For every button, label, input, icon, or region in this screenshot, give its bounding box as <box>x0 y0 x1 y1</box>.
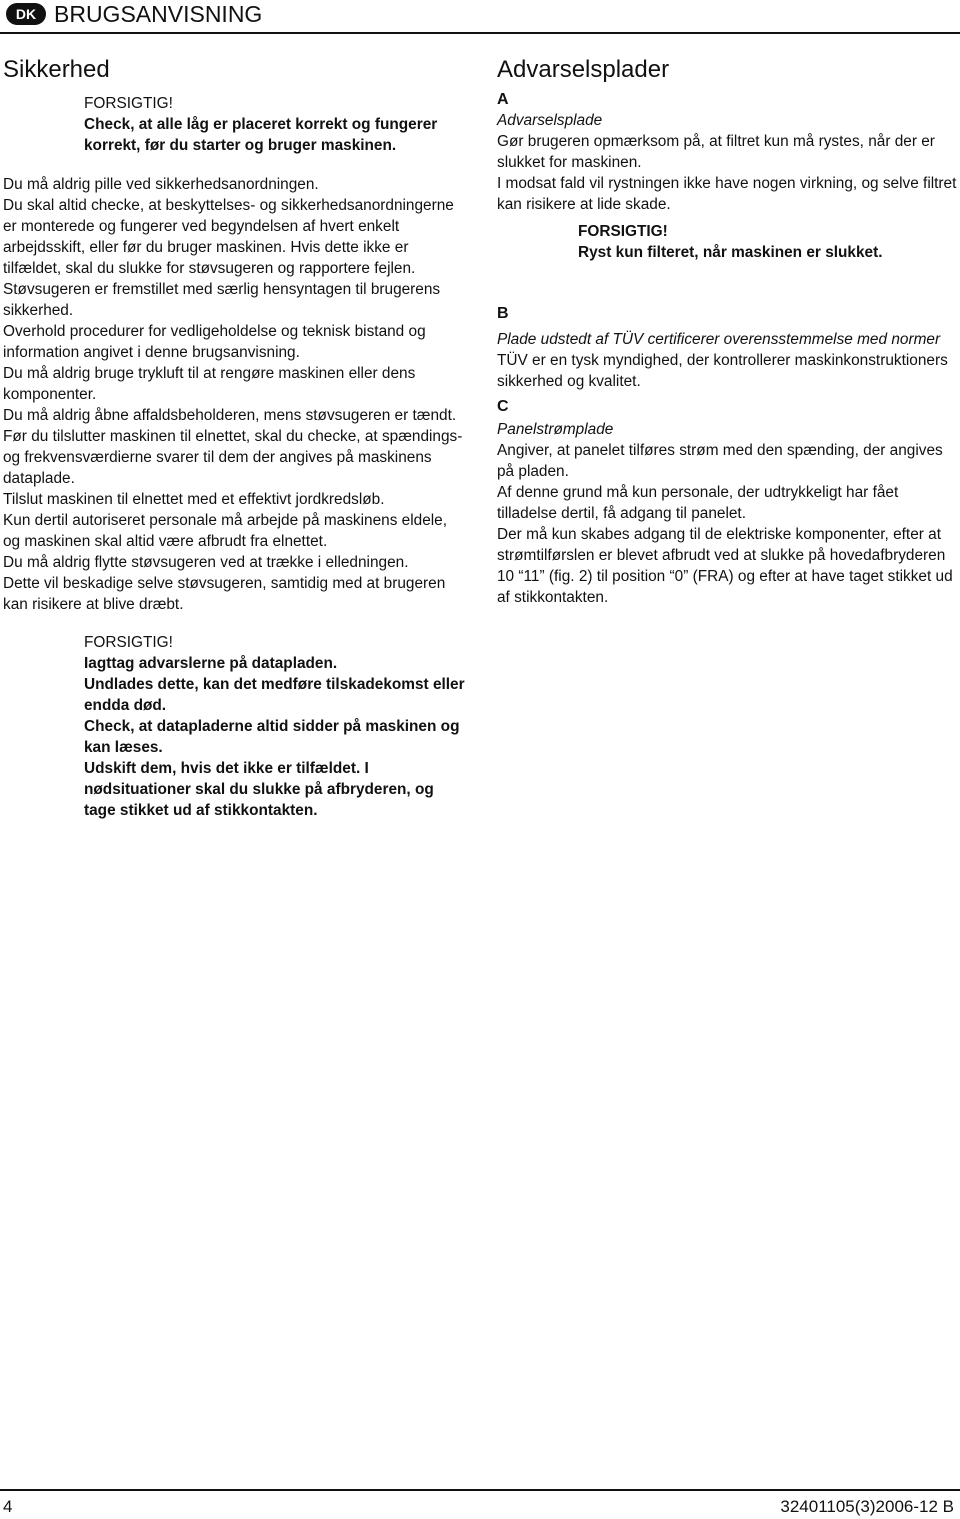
item-letter-a: A <box>497 91 509 108</box>
paragraph: Angiver, at panelet tilføres strøm med den spænding, der angives på pladen. <box>497 442 943 480</box>
paragraph: Der må kun skabes adgang til de elektriske komponenter, efter at strømtilførslen er blevet afbrudt ved at slukke på hovedafbryderen 10 “11” (fig. 2) til position “0” (FRA) og efter at have taget stikket ud af stikkontakten. <box>497 526 953 606</box>
paragraph: Du må aldrig flytte støvsugeren ved at trække i elledningen. <box>3 554 409 571</box>
warning-text: Check, at datapladerne altid sidder på maskinen og kan læses. <box>84 718 460 756</box>
left-column <box>3 55 468 821</box>
paragraph: Overhold procedurer for vedligeholdelse og teknisk bistand og information angivet i denne brugsanvisning. <box>3 323 426 361</box>
warning-label: FORSIGTIG! <box>84 95 173 112</box>
warning-label: FORSIGTIG! <box>578 223 668 240</box>
warning-label: FORSIGTIG! <box>84 634 173 651</box>
section-heading-sikkerhed: Sikkerhed <box>3 56 110 83</box>
item-letter-c: C <box>497 398 509 415</box>
paragraph: Af denne grund må kun personale, der udtrykkeligt har fået tilladelse dertil, få adgang til panelet. <box>497 484 899 522</box>
header-divider <box>0 32 960 34</box>
paragraph: Gør brugeren opmærksom på, at filtret kun må rystes, når der er slukket for maskinen. <box>497 133 935 171</box>
paragraph: Før du tilslutter maskinen til elnettet, skal du checke, at spændings- og frekvensværdierne svarer til dem der angives på maskinens dataplade. <box>3 428 463 487</box>
paragraph: I modsat fald vil rystningen ikke have nogen virkning, og selve filtret kan risikere at lide skade. <box>497 175 957 213</box>
paragraph: Støvsugeren er fremstillet med særlig hensyntagen til brugerens sikkerhed. <box>3 281 441 319</box>
paragraph: Du må aldrig bruge trykluft til at rengøre maskinen eller dens komponenter. <box>3 365 416 403</box>
paragraph: Tilslut maskinen til elnettet med et effektivt jordkredsløb. <box>3 491 385 508</box>
warning-text: Iagttag advarslerne på datapladen. <box>84 655 338 672</box>
right-column <box>497 55 957 608</box>
paragraph: Kun dertil autoriseret personale må arbejde på maskinens eldele, og maskinen skal altid være afbrudt fra elnettet. <box>3 512 448 550</box>
item-title-a: Advarselsplade <box>497 112 603 129</box>
item-title-b: Plade udstedt af TÜV certificerer overensstemmelse med normer <box>497 331 941 348</box>
warning-text: Udskift dem, hvis det ikke er tilfældet. I nødsituationer skal du slukke på afbryderen, og tage stikket ud af stikkontakten. <box>84 760 434 819</box>
paragraph: Dette vil beskadige selve støvsugeren, samtidig med at brugeren kan risikere at blive dræbt. <box>3 575 446 613</box>
page-number: 4 <box>3 1497 13 1516</box>
paragraph: Du må aldrig pille ved sikkerhedsanordningen. <box>3 176 319 193</box>
paragraph: TÜV er en tysk myndighed, der kontrollerer maskinkonstruktioners sikkerhed og kvalitet. <box>497 352 948 390</box>
document-code: 32401105(3)2006-12 B <box>780 1497 954 1516</box>
page-header <box>0 0 960 32</box>
warning-text: Check, at alle låg er placeret korrekt og fungerer korrekt, før du starter og bruger maskinen. <box>84 116 438 154</box>
warning-box-1 <box>3 93 468 156</box>
language-badge: DK <box>6 3 46 25</box>
header-title: BRUGSANVISNING <box>54 1 263 27</box>
section-heading-advarselsplader: Advarselsplader <box>497 56 670 83</box>
paragraph: Du må aldrig åbne affaldsbeholderen, mens støvsugeren er tændt. <box>3 407 457 424</box>
warning-box-a <box>497 221 957 263</box>
footer-divider <box>0 1489 960 1491</box>
paragraph: Du skal altid checke, at beskyttelses- og sikkerhedsanordningerne er monterede og fungerer ved begyndelsen af hvert enkelt arbejdsskift, eller før du bruger maskinen. Hvis dette ikke er tilfældet, skal du slukke for støvsugeren og rapportere fejlen. <box>3 197 454 277</box>
item-title-c: Panelstrømplade <box>497 421 614 438</box>
warning-text: Ryst kun filteret, når maskinen er slukket. <box>578 244 883 261</box>
item-letter-b: B <box>497 305 509 322</box>
warning-text: Undlades dette, kan det medføre tilskadekomst eller endda død. <box>84 676 465 714</box>
warning-box-2 <box>3 632 468 821</box>
